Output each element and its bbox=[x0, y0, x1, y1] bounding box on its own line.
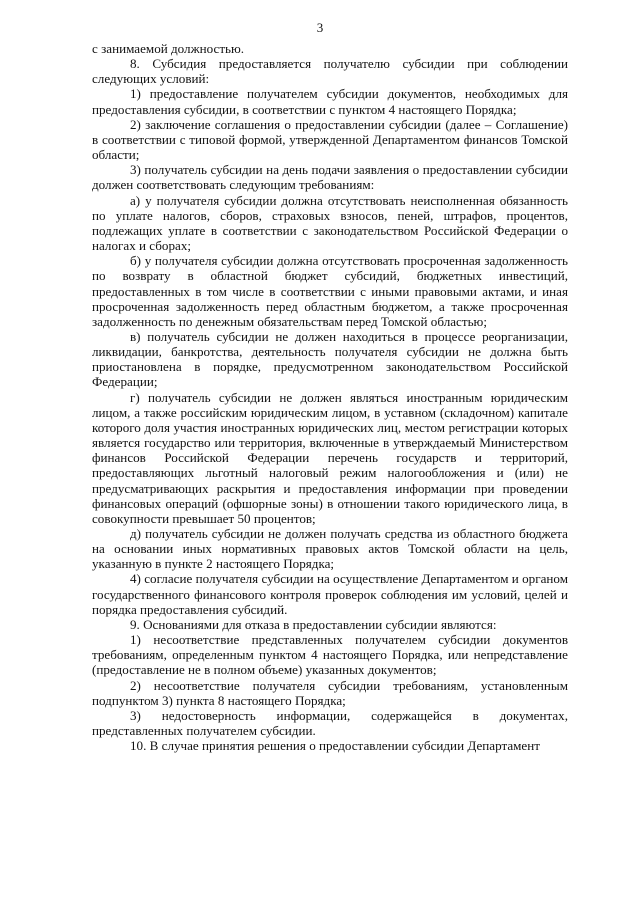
paragraph-item-10: 10. В случае принятия решения о предоставлении субсидии Департамент bbox=[130, 738, 540, 754]
document-body bbox=[92, 41, 568, 753]
paragraph-continuation: с занимаемой должностью. bbox=[92, 41, 245, 56]
paragraph-item-8-3-a: а) у получателя субсидии должна отсутствовать неисполненная обязанность по уплате налогов, сборов, страховых взносов, пеней, штрафов, процентов, подлежащих уплате в соответствии с законодательством Российской Федерации о налогах и сборах; bbox=[92, 192, 568, 254]
paragraph-item-9-2: 2) несоответствие получателя субсидии требованиям, установленным подпунктом 3) пункта 8 настоящего Порядка; bbox=[92, 677, 568, 708]
paragraph-item-9-1: 1) несоответствие представленных получателем субсидии документов требованиям, определенным пунктом 4 настоящего Порядка, или непредставление (предоставление не в полном объеме) указанных документов; bbox=[92, 632, 568, 678]
paragraph-item-9: 9. Основаниями для отказа в предоставлении субсидии являются: bbox=[130, 616, 497, 632]
paragraph-item-9-3: 3) недостоверность информации, содержащейся в документах, представленных получателем субсидии. bbox=[92, 707, 568, 739]
paragraph-item-8-3-d: д) получатель субсидии не должен получать средства из областного бюджета на основании иных нормативных правовых актов Томской области на цель, указанную в пункте 2 настоящего Порядка; bbox=[92, 526, 568, 572]
paragraph-item-8: 8. Субсидия предоставляется получателю субсидии при соблюдении следующих условий: bbox=[92, 56, 568, 87]
paragraph-item-8-3-g: г) получатель субсидии не должен являться иностранным юридическим лицом, а также российским юридическим лицом, в уставном (складочном) капитале которого доля участия иностранных юридических лиц, местом регистрации которых является государство или территория, включенные в утверждаемый Министерством финансов Российской Федерации перечень государств и территорий, предоставляющих льготный налоговый режим налогообложения и (или) не предусматривающих раскрытия и предоставления информации при проведении финансовых операций (офшорные зоны) в отношении такого юридического лица, в совокупности превышает 50 процентов; bbox=[92, 389, 568, 526]
paragraph-item-8-1: 1) предоставление получателем субсидии документов, необходимых для предоставления субсидии, в соответствии с пунктом 4 настоящего Порядка; bbox=[92, 86, 568, 117]
page-number: 3 bbox=[316, 20, 324, 35]
paragraph-item-8-3-v: в) получатель субсидии не должен находиться в процессе реорганизации, ликвидации, банкротства, деятельность получателя субсидии не должна быть приостановлена в порядке, предусмотренном законодательством Российской Федерации; bbox=[92, 328, 568, 390]
paragraph-item-8-4: 4) согласие получателя субсидии на осуществление Департаментом и органом государственного финансового контроля проверок соблюдения им условий, целей и порядка предоставления субсидий. bbox=[92, 571, 568, 617]
paragraph-item-8-3-b: б) у получателя субсидии должна отсутствовать просроченная задолженность по возврату в областной бюджет субсидий, бюджетных инвестиций, предоставленных в том числе в соответствии с иными правовыми актами, и иная просроченная задолженность перед областным бюджетом, а также просроченная задолженность по денежным обязательствам перед Томской областью; bbox=[92, 253, 568, 329]
paragraph-item-8-3: 3) получатель субсидии на день подачи заявления о предоставлении субсидии должен соответствовать следующим требованиям: bbox=[92, 162, 568, 193]
paragraph-item-8-2: 2) заключение соглашения о предоставлении субсидии (далее – Соглашение) в соответствии с типовой формой, утвержденной Департаментом финансов Томской области; bbox=[92, 116, 568, 163]
